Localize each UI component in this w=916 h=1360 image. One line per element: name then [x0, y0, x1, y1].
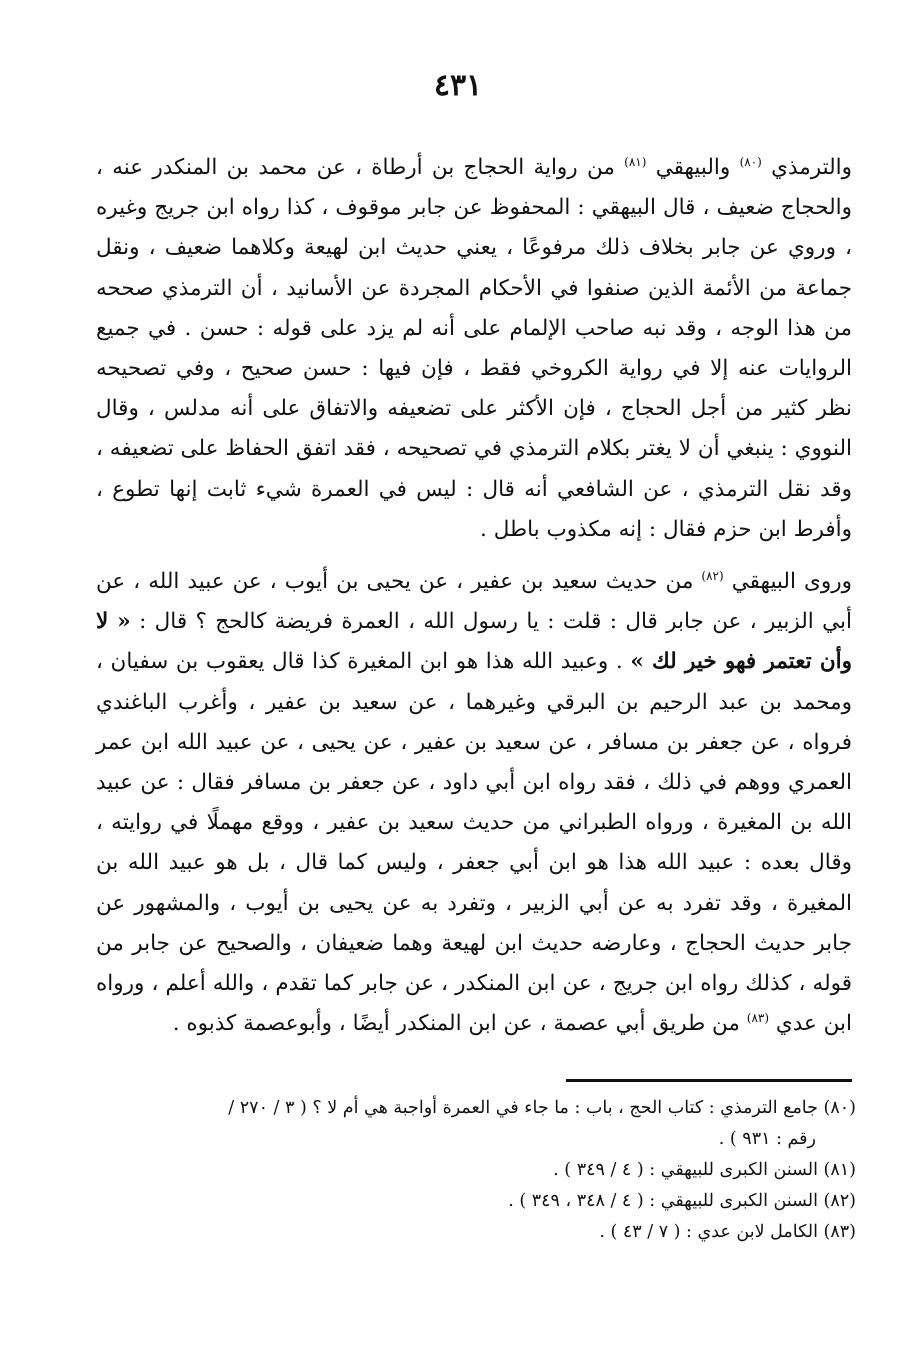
footnote-ref-80: (٨٠) — [739, 154, 762, 169]
text-segment: من رواية الحجاج بن أرطاة ، عن محمد بن المنكدر عنه ، والحجاج ضعيف ، قال البيهقي : المحفوظ عن جابر موقوف ، كذا رواه ابن جريج وغيره ، وروي عن جابر بخلاف ذلك مرفوعًا ، يعني حديث ابن لهيعة وكلاهما ضعيف ، ونقل جماعة من الأئمة الذين صنفوا في الأحكام المجردة عن الأسانيد ، أن الترمذي صححه من هذا الوجه ، وقد نبه صاحب الإلمام على أنه لم يزد على قوله : حسن . في جميع الروايات عنه إلا في رواية الكروخي فقط ، فإن فيها : حسن صحيح ، وفي تصحيحه نظر كثير من أجل الحجاج ، فإن الأكثر على تضعيفه والاتفاق على أنه مدلس ، وقال النووي : ينبغي أن لا يغتر بكلام الترمذي في تصحيحه ، فقد اتفق الحفاظ على تضعيفه ، وقد نقل الترمذي ، عن الشافعي أنه قال : ليس في العمرة شيء ثابت إنها تطوع ، وأفرط ابن حزم فقال : إنه مكذوب باطل . — [96, 155, 852, 542]
footnote-ref-82: (٨٢) — [701, 568, 724, 583]
footnote-ref-83: (٨٣) — [746, 1011, 770, 1026]
footnotes — [100, 1093, 856, 1248]
page-number: ٤٣١ — [433, 68, 483, 103]
footnote-separator — [566, 1079, 852, 1082]
text-segment: من حديث سعيد بن عفير ، عن يحيى بن أيوب ، عن عبيد الله ، عن أبي الزبير ، عن جابر قال : قلت : يا رسول الله ، العمرة فريضة كالحج ؟ قال : — [96, 569, 852, 635]
text-segment: . وعبيد الله هذا هو ابن المغيرة كذا قال يعقوب بن سفيان ، ومحمد بن عبد الرحيم بن البرقي وغيرهما ، عن سعيد بن عفير ، وأغرب الباغندي فرواه ، عن جعفر بن مسافر ، عن سعيد بن عفير ، عن يحيى ، عن عبيد الله ابن عمر العمري ووهم في ذلك ، فقد رواه ابن أبي داود ، عن جعفر بن مسافر فقال : عن عبيد الله بن المغيرة ، ورواه الطبراني من حديث سعيد بن عفير ، ووقع مهملًا في روايته ، وقال بعده : عبيد الله هذا هو ابن أبي جعفر ، وليس كما قال ، بل هو عبيد الله بن المغيرة ، وقد تفرد به عن أبي الزبير ، وتفرد به عن يحيى بن أيوب ، والمشهور عن جابر حديث الحجاج ، وعارضه حديث ابن لهيعة وهما ضعيفان ، والصحيح عن جابر من قوله ، كذلك رواه ابن جريج ، عن ابن المنكدر ، عن جابر كما تقدم ، والله أعلم ، ورواه ابن عدي — [96, 649, 852, 1037]
footnote-80-continuation: رقم : ٩٣١ ) . — [718, 1129, 816, 1149]
paragraph-2 — [96, 562, 852, 1044]
text-segment: والبيهقي — [655, 155, 731, 180]
footnote-83: (٨٣) الكامل لابن عدي : ( ٧ / ٤٣ ) . — [599, 1222, 856, 1242]
footnote-ref-81: (٨١) — [624, 154, 647, 169]
footnote-82: (٨٢) السنن الكبرى للبيهقي : ( ٤ / ٣٤٨ ، ٣٤٩ ) . — [508, 1191, 856, 1211]
footnote-80: (٨٠) جامع الترمذي : كتاب الحج ، باب : ما جاء في العمرة أواجبة هي أم لا ؟ ( ٣ / ٢٧٠ / — [228, 1098, 856, 1118]
footnote-81: (٨١) السنن الكبرى للبيهقي : ( ٤ / ٣٤٩ ) . — [553, 1160, 856, 1180]
text-segment: وروى البيهقي — [731, 569, 852, 595]
paragraph-1 — [96, 148, 852, 550]
text-segment: من طريق أبي عصمة ، عن ابن المنكدر أيضًا ، وأبوعصمة كذبوه . — [172, 1011, 740, 1037]
main-text — [96, 148, 852, 1044]
hadith-quote: « لا وأن تعتمر فهو خير لك » — [96, 609, 852, 675]
text-segment: والترمذي — [771, 155, 852, 180]
